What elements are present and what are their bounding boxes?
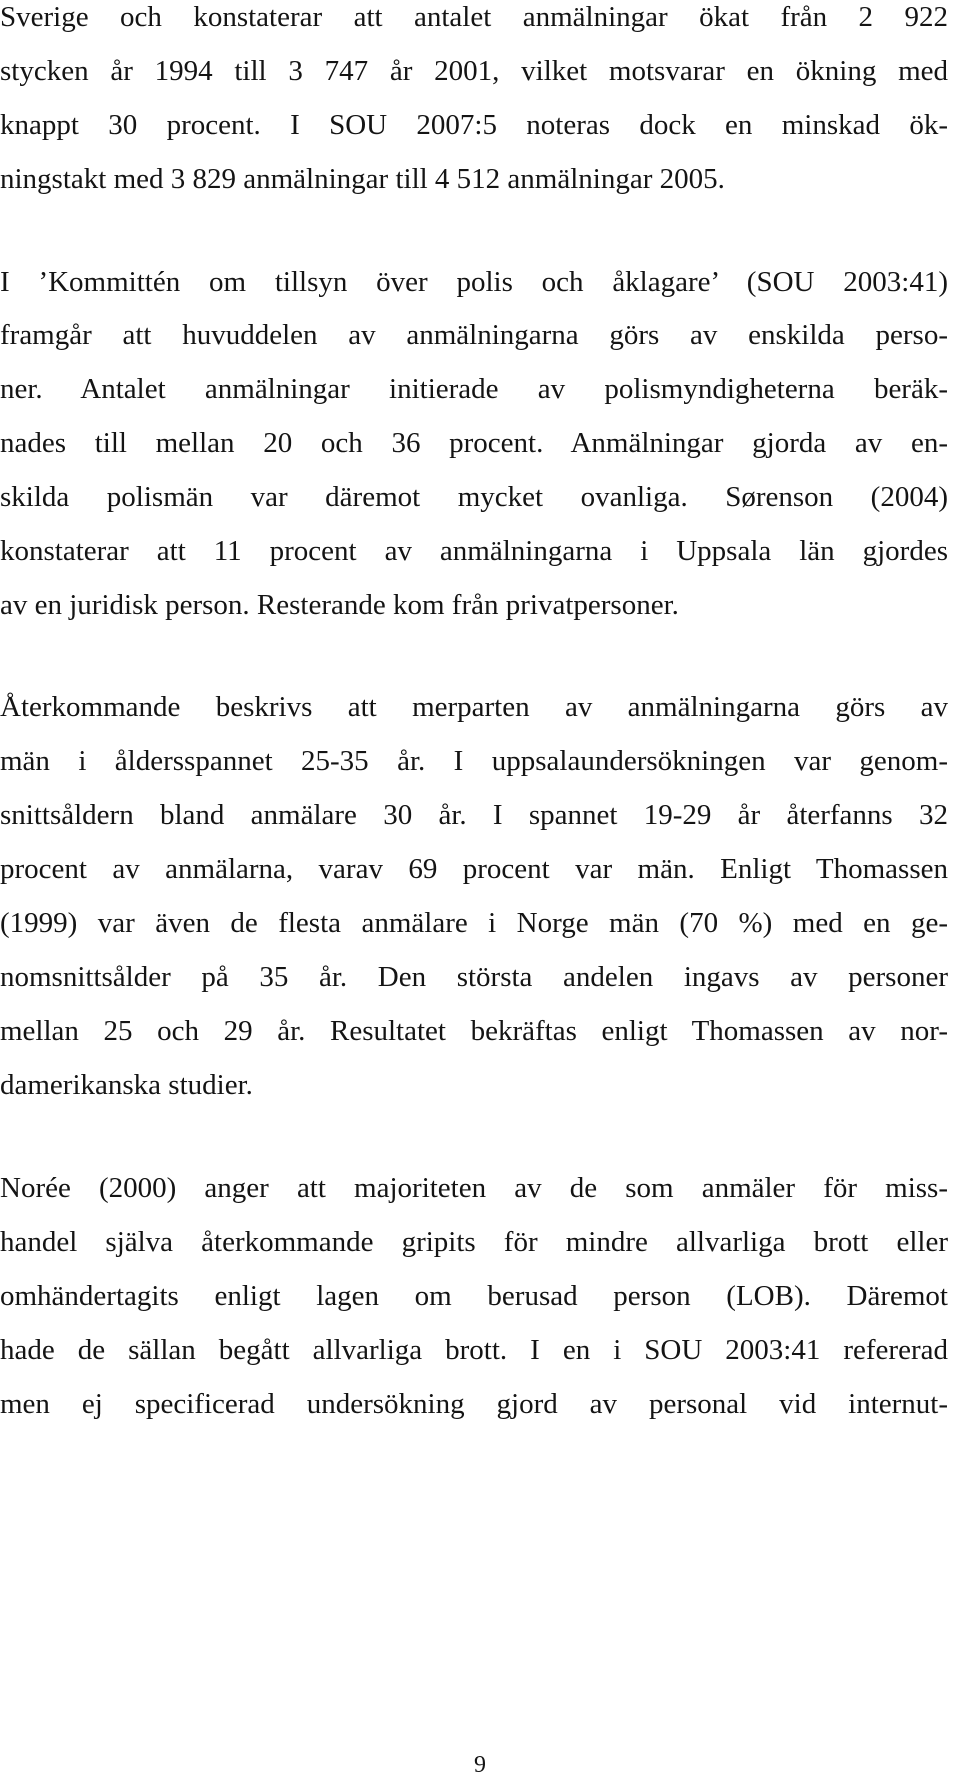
text-line: procent av anmälarna, varav 69 procent var män. Enligt Thomassen <box>0 853 948 885</box>
text-line: av en juridisk person. Resterande kom från privatpersoner. <box>0 589 679 621</box>
text-line: damerikanska studier. <box>0 1069 253 1101</box>
text-line: män i åldersspannet 25-35 år. I uppsalaundersökningen var genom- <box>0 745 948 777</box>
text-line: stycken år 1994 till 3 747 år 2001, vilket motsvarar en ökning med <box>0 55 948 87</box>
page-number: 9 <box>474 1752 486 1778</box>
text-line: I ’Kommittén om tillsyn över polis och åklagare’ (SOU 2003:41) <box>0 266 948 298</box>
text-line: Sverige och konstaterar att antalet anmälningar ökat från 2 922 <box>0 1 948 33</box>
text-line: handel själva återkommande gripits för mindre allvarliga brott eller <box>0 1226 948 1258</box>
text-line: snittsåldern bland anmälare 30 år. I spannet 19-29 år återfanns 32 <box>0 799 948 831</box>
text-line: Återkommande beskrivs att merparten av anmälningarna görs av <box>0 691 948 723</box>
text-line: ner. Antalet anmälningar initierade av polismyndigheterna beräk- <box>0 373 948 405</box>
text-line: Norée (2000) anger att majoriteten av de som anmäler för miss- <box>0 1172 948 1204</box>
text-line: knappt 30 procent. I SOU 2007:5 noteras dock en minskad ök- <box>0 109 948 141</box>
text-line: nomsnittsålder på 35 år. Den största andelen ingavs av personer <box>0 961 948 993</box>
text-line: mellan 25 och 29 år. Resultatet bekräftas enligt Thomassen av nor- <box>0 1015 948 1047</box>
text-line: framgår att huvuddelen av anmälningarna görs av enskilda perso- <box>0 319 948 351</box>
text-line: (1999) var även de flesta anmälare i Norge män (70 %) med en ge- <box>0 907 948 939</box>
text-line: skilda polismän var däremot mycket ovanliga. Sørenson (2004) <box>0 481 948 513</box>
text-line: ningstakt med 3 829 anmälningar till 4 512 anmälningar 2005. <box>0 163 725 195</box>
text-line: omhändertagits enligt lagen om berusad person (LOB). Däremot <box>0 1280 948 1312</box>
text-line: nades till mellan 20 och 36 procent. Anmälningar gjorda av en- <box>0 427 948 459</box>
text-line: konstaterar att 11 procent av anmälningarna i Uppsala län gjordes <box>0 535 948 567</box>
text-line: hade de sällan begått allvarliga brott. I en i SOU 2003:41 refererad <box>0 1334 948 1366</box>
text-line: men ej specificerad undersökning gjord av personal vid internut- <box>0 1388 948 1420</box>
